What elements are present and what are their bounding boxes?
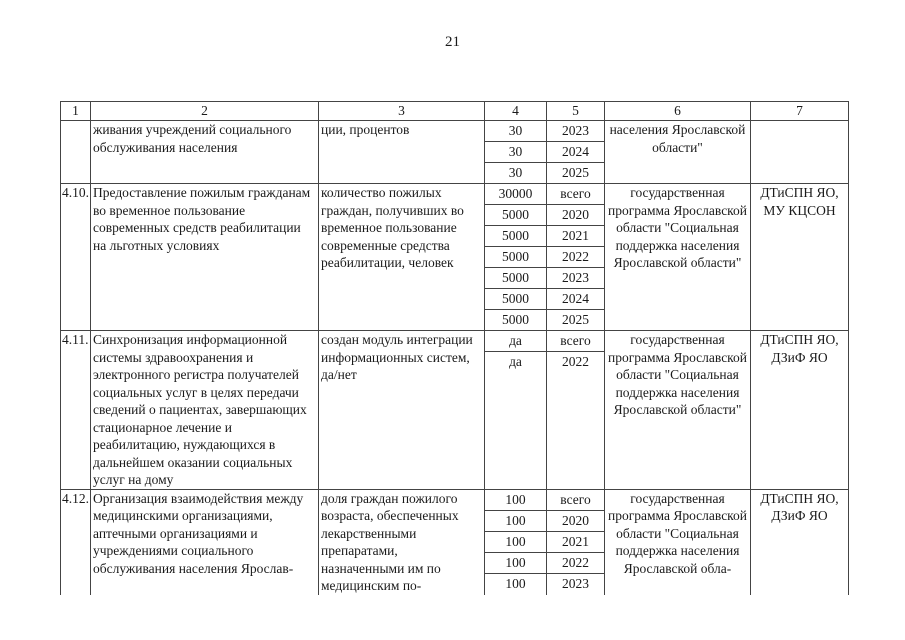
value: 30000: [485, 184, 546, 205]
year: 2024: [547, 142, 604, 163]
indicator: ции, процентов: [319, 121, 485, 184]
values-cell: [485, 184, 547, 331]
measures-table: [60, 101, 849, 595]
value: 100: [485, 553, 546, 574]
values-cell: [485, 489, 547, 595]
year: 2022: [562, 354, 589, 369]
value: 5000: [485, 226, 546, 247]
value: 30: [508, 165, 523, 180]
value: 5000: [485, 247, 546, 268]
value: 100: [505, 575, 526, 591]
row-number: 4.10.: [61, 184, 91, 331]
header-cell: 7: [751, 102, 849, 121]
measure-name: Предоставление пожилым гражданам во временное пользование современных средств реабилитации на льготных условиях: [91, 184, 319, 331]
year: 2020: [547, 205, 604, 226]
table-row: [61, 184, 849, 331]
header-cell: 4: [485, 102, 547, 121]
values-cell: [485, 121, 547, 184]
value: 100: [485, 511, 546, 532]
header-cell: 6: [605, 102, 751, 121]
executor: ДТиСПН ЯО, ДЗиФ ЯО: [751, 489, 849, 595]
value: 100: [485, 532, 546, 553]
executor: ДТиСПН ЯО, ДЗиФ ЯО: [751, 331, 849, 490]
executor: [751, 121, 849, 184]
row-number: 4.12.: [61, 489, 91, 595]
year: 2021: [547, 532, 604, 553]
row-number: 4.11.: [61, 331, 91, 490]
years-cell: [547, 489, 605, 595]
value: 5000: [485, 205, 546, 226]
header-cell: 3: [319, 102, 485, 121]
table-row: [61, 489, 849, 595]
row-number: [61, 121, 91, 184]
value: 30: [485, 142, 546, 163]
year: 2022: [547, 553, 604, 574]
value: 30: [485, 121, 546, 142]
indicator: создан модуль интеграции информационных систем, да/нет: [319, 331, 485, 490]
value: да: [485, 331, 546, 352]
page-number: 21: [445, 34, 460, 50]
years-cell: [547, 121, 605, 184]
source-program: государственная программа Ярославской области "Социальная поддержка населения Ярославской обла-: [605, 489, 751, 595]
year: 2024: [547, 289, 604, 310]
indicator: доля граждан пожилого возраста, обеспеченных лекарственными препаратами, назначенными им по медицинским по-: [319, 489, 485, 595]
header-cell: 1: [61, 102, 91, 121]
header-cell: 5: [547, 102, 605, 121]
value: да: [509, 354, 522, 369]
value: 5000: [485, 268, 546, 289]
value: 100: [485, 490, 546, 511]
year: 2025: [562, 165, 589, 180]
header-cell: 2: [91, 102, 319, 121]
year: 2022: [547, 247, 604, 268]
value: 5000: [502, 312, 529, 327]
source-program: государственная программа Ярославской области "Социальная поддержка населения Ярославской области": [605, 184, 751, 331]
year: всего: [547, 331, 604, 352]
table-row: [61, 331, 849, 490]
year: 2021: [547, 226, 604, 247]
measure-name: живания учреждений социального обслуживания населения: [91, 121, 319, 184]
measure-name: Синхронизация информационной системы здравоохранения и электронного регистра получателей социальных услуг в целях передачи сведений о пациентах, завершающих стационарное лечение и реабилитацию, нуждающихся в дальнейшем оказании социальных услуг на дому: [91, 331, 319, 490]
executor: ДТиСПН ЯО, МУ КЦСОН: [751, 184, 849, 331]
year: всего: [547, 490, 604, 511]
measure-name: Организация взаимодействия между медицинскими организациями, аптечными организациями и учреждениями социального обслуживания населения Ярослав-: [91, 489, 319, 595]
value: 5000: [485, 289, 546, 310]
indicator: количество пожилых граждан, получивших во временное пользование современные средства реабилитации, человек: [319, 184, 485, 331]
header-row: [61, 102, 849, 121]
year: всего: [547, 184, 604, 205]
year: 2023: [547, 121, 604, 142]
values-cell: [485, 331, 547, 490]
source-program: государственная программа Ярославской области "Социальная поддержка населения Ярославской области": [605, 331, 751, 490]
table-row: [61, 121, 849, 184]
years-cell: [547, 331, 605, 490]
source-program: населения Ярославской области": [605, 121, 751, 184]
years-cell: [547, 184, 605, 331]
year: 2025: [562, 312, 589, 327]
year: 2023: [562, 575, 589, 591]
year: 2023: [547, 268, 604, 289]
year: 2020: [547, 511, 604, 532]
